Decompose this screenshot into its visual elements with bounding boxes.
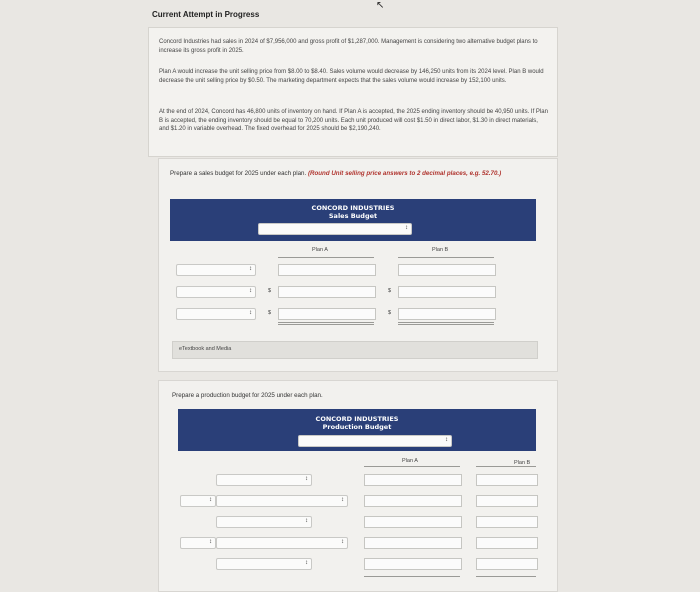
dollar-sign: $ <box>388 310 392 316</box>
production-budget-title: Production Budget <box>322 423 392 431</box>
total-double-underline <box>398 324 494 325</box>
mouse-cursor-icon: ↖ <box>376 0 385 11</box>
page-header: Current Attempt in Progress <box>152 10 260 19</box>
problem-paragraph-3: At the end of 2024, Concord has 46,800 units of inventory on hand. If Plan A is accepted, the 2025 ending inventory should be 40,950 units. If Plan B is accepted, the ending inventory should be equal to 70,200 units. Each unit produced will cost $1.50 in direct labor, $1.30 in direct materials, and $1.20 in variable overhead. The fixed overhead for 2025 should be $2,190,240. <box>159 109 548 133</box>
sales-col-plan-a: Plan A <box>312 247 328 253</box>
etextbook-link[interactable] <box>172 341 538 359</box>
sales-row-2-plan-a-input[interactable] <box>278 286 376 298</box>
problem-statement <box>148 27 558 157</box>
updown-arrow-icon: ↕ <box>249 266 252 272</box>
sales-row-1-label-select[interactable] <box>176 264 256 276</box>
production-row-4-label-select[interactable] <box>216 537 348 549</box>
updown-arrow-icon: ↕ <box>209 497 212 503</box>
production-row-5-label-select[interactable] <box>216 558 312 570</box>
updown-arrow-icon: ↕ <box>305 560 308 566</box>
production-row-2-plan-a-input[interactable] <box>364 495 462 507</box>
sales-row-1-plan-b-input[interactable] <box>398 264 496 276</box>
prod-total-underline <box>476 576 536 577</box>
prod-total-underline <box>364 576 460 577</box>
dollar-sign: $ <box>268 310 272 316</box>
updown-arrow-icon: ↕ <box>341 539 344 545</box>
plan-b-underline <box>398 257 494 258</box>
production-col-plan-a: Plan A <box>402 458 418 464</box>
production-company-name: CONCORD INDUSTRIES <box>315 415 399 423</box>
dollar-sign: $ <box>268 288 272 294</box>
updown-arrow-icon: ↕ <box>249 310 252 316</box>
updown-arrow-icon: ↕ <box>305 476 308 482</box>
sales-budget-header <box>170 199 536 241</box>
dollar-sign: $ <box>388 288 392 294</box>
problem-paragraph-2: Plan A would increase the unit selling price from $8.00 to $8.40. Sales volume would decrease by 146,250 units from its 2024 level. Plan B would decrease the unit selling price by $0.50. The marketing department expects that the sales volume would increase by 152,100 units. <box>159 69 544 84</box>
production-row-1-label-select[interactable] <box>216 474 312 486</box>
updown-arrow-icon: ↕ <box>209 539 212 545</box>
total-double-underline <box>278 324 374 325</box>
production-row-4-operator-select[interactable] <box>180 537 216 549</box>
updown-arrow-icon: ↕ <box>249 288 252 294</box>
sales-row-2-label-select[interactable] <box>176 286 256 298</box>
sales-budget-instruction <box>170 170 545 179</box>
updown-arrow-icon: ↕ <box>405 225 408 231</box>
production-col-plan-b: Plan B <box>514 460 531 466</box>
production-row-1-plan-a-input[interactable] <box>364 474 462 486</box>
etextbook-label: eTextbook and Media <box>179 346 232 352</box>
updown-arrow-icon: ↕ <box>305 518 308 524</box>
prod-plan-a-underline <box>364 466 460 467</box>
production-budget-header <box>178 409 536 451</box>
production-row-2-operator-select[interactable] <box>180 495 216 507</box>
total-underline <box>398 322 494 323</box>
plan-a-underline <box>278 257 374 258</box>
production-row-5-plan-b-input[interactable] <box>476 558 538 570</box>
production-period-select[interactable] <box>298 435 452 447</box>
rounding-note: (Round Unit selling price answers to 2 decimal places, e.g. 52.70.) <box>307 170 502 177</box>
sales-row-3-label-select[interactable] <box>176 308 256 320</box>
production-row-3-plan-b-input[interactable] <box>476 516 538 528</box>
production-row-5-plan-a-input[interactable] <box>364 558 462 570</box>
production-row-2-plan-b-input[interactable] <box>476 495 538 507</box>
sales-row-3-plan-b-input[interactable] <box>398 308 496 320</box>
production-instruction: Prepare a production budget for 2025 under each plan. <box>172 392 323 399</box>
total-underline <box>278 322 374 323</box>
production-row-3-label-select[interactable] <box>216 516 312 528</box>
sales-row-1-plan-a-input[interactable] <box>278 264 376 276</box>
sales-instruction-text: Prepare a sales budget for 2025 under each plan. <box>170 170 307 177</box>
updown-arrow-icon: ↕ <box>445 437 448 443</box>
sales-col-plan-b: Plan B <box>432 247 449 253</box>
sales-company-name: CONCORD INDUSTRIES <box>311 204 395 212</box>
production-row-4-plan-a-input[interactable] <box>364 537 462 549</box>
production-row-1-plan-b-input[interactable] <box>476 474 538 486</box>
sales-row-3-plan-a-input[interactable] <box>278 308 376 320</box>
sales-period-select[interactable] <box>258 223 412 235</box>
production-row-3-plan-a-input[interactable] <box>364 516 462 528</box>
sales-budget-title: Sales Budget <box>328 212 378 220</box>
prod-plan-b-underline <box>476 466 536 467</box>
production-row-2-label-select[interactable] <box>216 495 348 507</box>
updown-arrow-icon: ↕ <box>341 497 344 503</box>
production-row-4-plan-b-input[interactable] <box>476 537 538 549</box>
problem-paragraph-1: Concord Industries had sales in 2024 of $7,956,000 and gross profit of $1,287,000. Management is considering two alternative budget plans to increase its gross profit in 2025. <box>159 39 538 54</box>
sales-row-2-plan-b-input[interactable] <box>398 286 496 298</box>
